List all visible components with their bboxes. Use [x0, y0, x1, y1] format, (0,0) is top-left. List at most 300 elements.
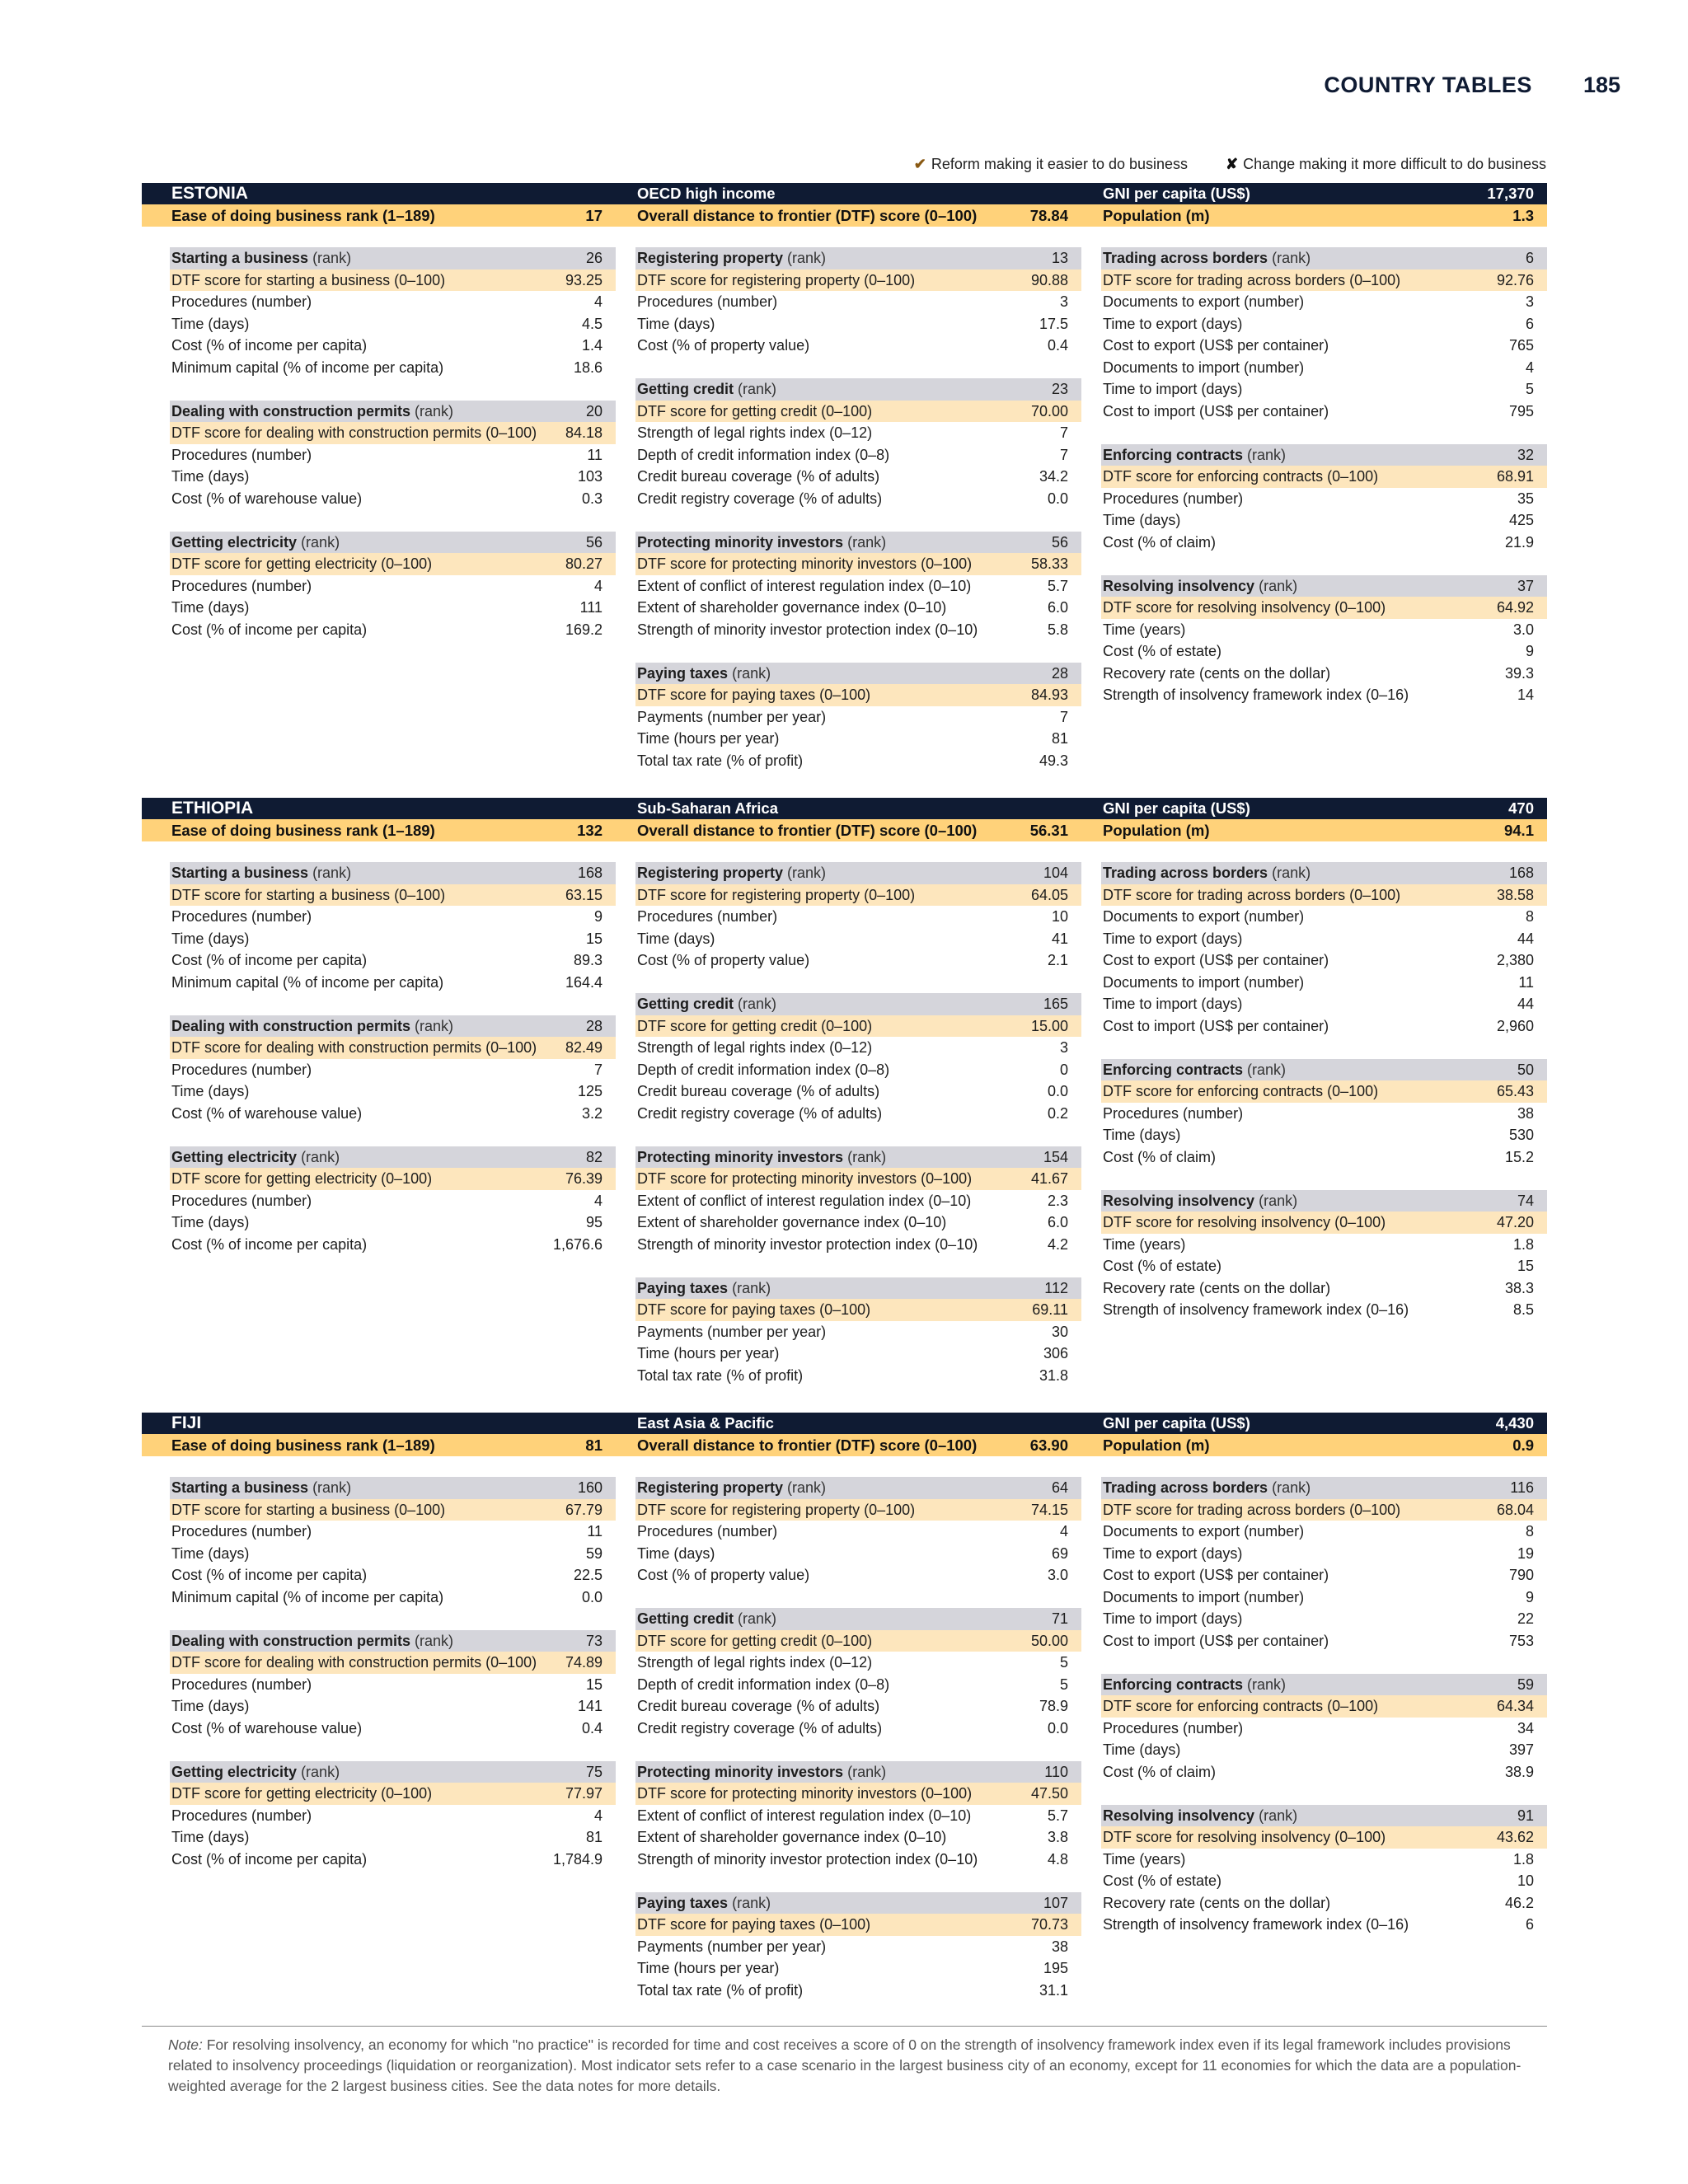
data-row: [171, 1805, 603, 1827]
dtf-score-label: DTF score for trading across borders (0–100): [1103, 886, 1401, 903]
row-value: 49.3: [1039, 752, 1068, 769]
data-row: [171, 597, 603, 619]
row-value: 2,960: [1496, 1017, 1534, 1034]
dtf-score-row: [635, 1168, 1081, 1190]
row-value: 4: [593, 293, 603, 310]
indicator-rank: 154: [1043, 1148, 1068, 1165]
dtf-score-label: DTF score for enforcing contracts (0–100): [1103, 1698, 1379, 1714]
data-row: [1103, 509, 1534, 532]
row-value: 6: [1525, 1916, 1534, 1933]
data-row: [637, 1059, 1068, 1081]
ease-rank-label: Ease of doing business rank (1–189): [171, 821, 435, 839]
overall-dtf-cell: [616, 1434, 1081, 1456]
row-value: 9: [593, 908, 603, 925]
indicator-group: [1103, 1059, 1534, 1169]
dtf-score-label: DTF score for enforcing contracts (0–100): [1103, 468, 1379, 485]
data-row: [637, 1936, 1068, 1958]
row-value: 4: [593, 1192, 603, 1209]
dtf-score-value: 58.33: [1030, 555, 1068, 572]
data-row: [637, 1849, 1068, 1871]
region-name: East Asia & Pacific: [637, 1414, 774, 1432]
row-value: 306: [1043, 1345, 1068, 1361]
row-value: 81: [585, 1829, 603, 1845]
row-label: Recovery rate (cents on the dollar): [1103, 1894, 1331, 1911]
data-row: [1103, 1255, 1534, 1277]
indicator-unit: (rank): [1247, 1675, 1287, 1693]
row-value: 141: [577, 1698, 603, 1714]
row-label: Payments (number per year): [637, 1323, 827, 1340]
indicator-head-row: [1101, 1059, 1547, 1081]
data-row: [1103, 684, 1534, 706]
dtf-score-row: [635, 1299, 1081, 1321]
row-label: Recovery rate (cents on the dollar): [1103, 1279, 1331, 1296]
indicator-title: [171, 532, 340, 554]
population-label: Population (m): [1103, 821, 1210, 839]
row-value: 6: [1525, 315, 1534, 332]
section-title: COUNTRY TABLES: [1324, 73, 1532, 97]
indicator-head-row: [635, 378, 1081, 401]
row-value: 4: [593, 577, 603, 594]
indicator-group: [637, 378, 1068, 509]
row-value: 5.7: [1047, 1807, 1068, 1824]
row-label: Time (hours per year): [637, 730, 780, 747]
row-label: Strength of insolvency framework index (0–16): [1103, 1301, 1409, 1318]
indicator-unit: (rank): [732, 1894, 771, 1911]
indicator-name: Paying taxes: [637, 664, 729, 682]
row-label: Extent of conflict of interest regulation index (0–10): [637, 1807, 972, 1824]
dtf-score-row: [1101, 1499, 1547, 1521]
indicator-group: [1103, 1805, 1534, 1936]
dtf-score-value: 69.11: [1032, 1301, 1068, 1318]
dtf-score-value: 82.49: [565, 1039, 603, 1056]
dtf-score-value: 68.91: [1496, 468, 1534, 485]
data-row: [1103, 401, 1534, 423]
dtf-score-value: 80.27: [565, 555, 603, 572]
row-value: 11: [587, 446, 603, 463]
dtf-score-value: 50.00: [1030, 1632, 1068, 1649]
row-value: 59: [585, 1544, 603, 1562]
row-value: 15.2: [1504, 1148, 1534, 1165]
indicator-group: [637, 247, 1068, 357]
indicator-name: Registering property: [637, 1479, 784, 1496]
indicator-group: [637, 1277, 1068, 1387]
indicator-unit: (rank): [1272, 250, 1311, 266]
row-label: Cost (% of warehouse value): [171, 1104, 363, 1122]
indicator-unit: (rank): [787, 250, 827, 266]
indicator-name: Registering property: [637, 250, 784, 266]
indicator-unit: (rank): [1247, 446, 1287, 463]
dtf-score-row: [635, 269, 1081, 292]
country-name-cell: [142, 798, 616, 819]
data-row: [171, 619, 603, 641]
row-value: 9: [1525, 643, 1534, 659]
row-label: Cost (% of income per capita): [171, 1235, 368, 1253]
indicator-rank: 13: [1051, 250, 1068, 266]
data-row: [1103, 619, 1534, 641]
dtf-score-row: [1101, 1080, 1547, 1103]
row-value: 34.2: [1039, 468, 1068, 485]
indicator-head-row: [635, 1761, 1081, 1783]
data-row: [637, 466, 1068, 488]
indicator-rank: 116: [1510, 1479, 1534, 1496]
row-value: 530: [1508, 1127, 1534, 1143]
indicator-unit: (rank): [312, 1479, 352, 1496]
row-label: Procedures (number): [171, 1192, 312, 1209]
row-label: Procedures (number): [637, 1523, 778, 1540]
row-label: Payments (number per year): [637, 1938, 827, 1955]
indicator-unit: (rank): [415, 1632, 454, 1649]
row-value: 11: [587, 1523, 603, 1540]
data-row: [637, 1234, 1068, 1256]
row-label: Strength of legal rights index (0–12): [637, 424, 873, 441]
indicator-title: [1103, 1190, 1297, 1212]
country-block: [142, 1413, 1547, 2023]
country-summary: [142, 1434, 1547, 1456]
country-block: [142, 798, 1547, 1408]
row-label: Extent of shareholder governance index (0–10): [637, 599, 947, 616]
population-value: 1.3: [1512, 206, 1534, 224]
row-value: 3.8: [1047, 1829, 1068, 1845]
data-row: [171, 1190, 603, 1212]
indicator-unit: (rank): [787, 865, 827, 881]
row-value: 765: [1508, 337, 1534, 354]
data-row: [1103, 1234, 1534, 1256]
data-row: [1103, 1015, 1534, 1038]
data-row: [637, 949, 1068, 972]
indicator-head-row: [635, 1608, 1081, 1630]
footnote: [168, 2035, 1545, 2097]
row-value: 790: [1508, 1567, 1534, 1583]
gni-value: 470: [1508, 799, 1534, 817]
data-row: [637, 1718, 1068, 1740]
dtf-score-value: 90.88: [1030, 271, 1068, 288]
data-row: [637, 928, 1068, 950]
row-label: Cost (% of warehouse value): [171, 490, 363, 507]
dtf-score-label: DTF score for registering property (0–100): [637, 271, 916, 288]
data-row: [171, 1849, 603, 1871]
row-label: Time (days): [1103, 512, 1181, 528]
indicator-head-row: [170, 1146, 616, 1169]
row-value: 38.3: [1504, 1279, 1534, 1296]
row-value: 2.1: [1047, 952, 1068, 968]
row-value: 2,380: [1496, 952, 1534, 968]
row-label: Cost (% of income per capita): [171, 621, 368, 638]
row-label: Strength of legal rights index (0–12): [637, 1654, 873, 1671]
row-value: 44: [1517, 996, 1534, 1012]
dtf-score-row: [635, 553, 1081, 575]
row-label: Procedures (number): [171, 1807, 312, 1824]
row-label: Credit bureau coverage (% of adults): [637, 1083, 880, 1099]
legend-change-label: Change making it more difficult to do business: [1243, 156, 1546, 172]
dtf-score-row: [1101, 1826, 1547, 1849]
indicator-rank: 168: [1508, 865, 1534, 881]
dtf-score-value: 64.92: [1496, 599, 1534, 616]
dtf-score-value: 70.00: [1030, 402, 1068, 419]
indicator-rank: 165: [1043, 996, 1068, 1012]
indicator-name: Getting credit: [637, 1610, 734, 1627]
data-row: [637, 706, 1068, 729]
indicator-group: [171, 247, 603, 378]
indicator-name: Paying taxes: [637, 1894, 729, 1911]
note-divider: [142, 2026, 1547, 2027]
data-row: [171, 1080, 603, 1103]
indicator-title: [1103, 575, 1297, 598]
note-text: For resolving insolvency, an economy for which "no practice" is recorded for time and cost receives a score of 0 on the strength of insolvency framework index even if its legal framework includes provisions related to insolvency proceedings (liquidation or reorganization). Most indicator sets refer to a case scenario in the largest business city of an economy, except for 11 economies for which the data are a population-weighted average for the 2 largest business cities. See the data notes for more details.: [168, 2036, 1522, 2094]
row-label: Time to import (days): [1103, 1610, 1243, 1627]
dtf-score-value: 47.20: [1496, 1214, 1534, 1230]
row-value: 31.8: [1039, 1366, 1068, 1384]
indicator-head-row: [170, 401, 616, 423]
indicator-group: [637, 532, 1068, 641]
indicator-rank: 28: [1051, 664, 1068, 682]
row-value: 6.0: [1047, 599, 1068, 616]
row-label: Documents to import (number): [1103, 973, 1305, 991]
indicator-unit: (rank): [1247, 1061, 1287, 1078]
indicator-unit: (rank): [312, 250, 352, 266]
country-name: FIJI: [171, 1413, 202, 1432]
data-row: [1103, 313, 1534, 335]
indicator-unit: (rank): [1272, 865, 1311, 881]
indicator-name: Getting credit: [637, 381, 734, 397]
dtf-score-row: [635, 1015, 1081, 1038]
row-label: Payments (number per year): [637, 708, 827, 725]
data-row: [171, 1234, 603, 1256]
row-value: 125: [577, 1083, 603, 1099]
dtf-score-row: [635, 1914, 1081, 1936]
row-label: Procedures (number): [1103, 1719, 1244, 1736]
dtf-score-row: [170, 1783, 616, 1805]
row-label: Total tax rate (% of profit): [637, 752, 804, 769]
row-label: Time (years): [1103, 1235, 1186, 1253]
data-row: [1103, 1586, 1534, 1609]
indicator-name: Dealing with construction permits: [171, 402, 411, 419]
indicator-name: Starting a business: [171, 1479, 309, 1496]
indicator-column: [616, 1477, 1081, 2023]
dtf-score-label: DTF score for dealing with construction permits (0–100): [171, 1654, 537, 1671]
row-label: Minimum capital (% of income per capita): [171, 973, 444, 991]
dtf-score-label: DTF score for getting electricity (0–100): [171, 1785, 433, 1802]
indicator-group: [171, 1761, 603, 1871]
data-row: [637, 1365, 1068, 1387]
data-row: [637, 1695, 1068, 1718]
dtf-score-value: 64.05: [1030, 886, 1068, 903]
indicator-unit: (rank): [847, 1148, 887, 1165]
row-value: 15: [585, 1675, 603, 1693]
page-header: [1324, 73, 1620, 98]
data-row: [171, 335, 603, 357]
row-label: Cost (% of estate): [1103, 1872, 1222, 1889]
dtf-score-label: DTF score for resolving insolvency (0–100): [1103, 1829, 1386, 1845]
indicator-name: Enforcing contracts: [1103, 1061, 1244, 1078]
dtf-score-row: [170, 422, 616, 444]
dtf-score-label: DTF score for getting electricity (0–100): [171, 1170, 433, 1187]
row-label: Recovery rate (cents on the dollar): [1103, 664, 1331, 682]
indicator-unit: (rank): [732, 664, 771, 682]
row-value: 17.5: [1039, 315, 1068, 332]
indicator-name: Getting credit: [637, 996, 734, 1012]
indicator-title: [637, 663, 771, 685]
indicator-rank: 107: [1043, 1894, 1068, 1911]
data-row: [637, 291, 1068, 313]
row-label: Time to export (days): [1103, 1544, 1243, 1562]
row-label: Time (hours per year): [637, 1345, 780, 1361]
country-name: ESTONIA: [171, 184, 248, 203]
indicator-name: Protecting minority investors: [637, 533, 844, 551]
data-row: [637, 444, 1068, 466]
dtf-score-label: DTF score for protecting minority investors (0–100): [637, 1785, 973, 1802]
dtf-score-row: [170, 884, 616, 907]
indicator-title: [1103, 247, 1311, 269]
dtf-score-value: 70.73: [1030, 1916, 1068, 1933]
indicator-title: [637, 862, 826, 884]
indicator-name: Trading across borders: [1103, 250, 1268, 266]
row-label: Documents to import (number): [1103, 1588, 1305, 1605]
gni-label: GNI per capita (US$): [1103, 799, 1250, 817]
row-label: Time (hours per year): [637, 1960, 780, 1976]
indicator-column: [1081, 862, 1547, 1408]
data-row: [171, 1521, 603, 1543]
row-label: Time (days): [171, 468, 250, 485]
data-row: [1103, 378, 1534, 401]
indicator-head-row: [170, 1477, 616, 1499]
indicator-group: [171, 1015, 603, 1125]
indicator-unit: (rank): [787, 1479, 827, 1496]
row-value: 34: [1517, 1719, 1534, 1736]
row-value: 0.0: [581, 1588, 603, 1605]
row-value: 0.0: [1047, 490, 1068, 507]
indicator-group: [1103, 247, 1534, 422]
indicator-name: Enforcing contracts: [1103, 446, 1244, 463]
row-value: 81: [1051, 730, 1068, 747]
row-label: Time (days): [1103, 1741, 1181, 1758]
row-label: Time to import (days): [1103, 381, 1243, 397]
row-label: Cost (% of claim): [1103, 1148, 1217, 1165]
row-value: 753: [1508, 1632, 1534, 1649]
indicator-rank: 56: [585, 533, 603, 551]
dtf-score-row: [170, 269, 616, 292]
indicator-title: [1103, 1477, 1311, 1499]
row-label: Procedures (number): [171, 293, 312, 310]
indicator-rank: 6: [1525, 250, 1534, 266]
data-row: [171, 466, 603, 488]
row-label: Minimum capital (% of income per capita): [171, 359, 444, 376]
row-label: Strength of insolvency framework index (0–16): [1103, 687, 1409, 703]
row-label: Credit registry coverage (% of adults): [637, 490, 883, 507]
note-label: Note:: [168, 2036, 203, 2053]
data-row: [637, 728, 1068, 750]
row-label: Total tax rate (% of profit): [637, 1981, 804, 1999]
dtf-score-label: DTF score for dealing with construction permits (0–100): [171, 424, 537, 441]
row-value: 69: [1051, 1544, 1068, 1562]
indicator-name: Dealing with construction permits: [171, 1632, 411, 1649]
gni-label: GNI per capita (US$): [1103, 1414, 1250, 1432]
row-value: 4: [1059, 1523, 1068, 1540]
indicator-group: [1103, 444, 1534, 554]
row-value: 15: [585, 930, 603, 947]
indicator-rank: 28: [585, 1017, 603, 1034]
data-row: [637, 488, 1068, 510]
indicator-title: [637, 378, 776, 401]
row-value: 10: [1051, 908, 1068, 925]
dtf-score-value: 77.97: [565, 1785, 603, 1802]
dtf-score-row: [635, 1783, 1081, 1805]
row-label: Time (years): [1103, 621, 1186, 638]
row-value: 44: [1517, 930, 1534, 947]
data-row: [1103, 993, 1534, 1015]
page-number: 185: [1582, 73, 1620, 97]
row-value: 7: [1059, 446, 1068, 463]
data-row: [1103, 1739, 1534, 1761]
data-row: [171, 1718, 603, 1740]
gni-value: 4,430: [1495, 1414, 1534, 1432]
data-row: [171, 1826, 603, 1849]
row-label: Cost to import (US$ per container): [1103, 402, 1329, 419]
dtf-score-label: DTF score for getting electricity (0–100): [171, 555, 433, 572]
row-value: 7: [1059, 424, 1068, 441]
indicator-name: Trading across borders: [1103, 1479, 1268, 1496]
row-value: 8.5: [1512, 1301, 1534, 1318]
overall-dtf-label: Overall distance to frontier (DTF) score (0–100): [637, 1436, 978, 1454]
indicator-title: [637, 247, 826, 269]
data-row: [1103, 1146, 1534, 1169]
row-value: 0: [1059, 1061, 1068, 1078]
indicator-name: Resolving insolvency: [1103, 1807, 1255, 1824]
indicator-head-row: [170, 1015, 616, 1038]
indicator-title: [637, 1761, 886, 1783]
row-value: 7: [593, 1061, 603, 1078]
data-row: [1103, 1761, 1534, 1783]
dtf-score-label: DTF score for paying taxes (0–100): [637, 687, 871, 703]
dtf-score-row: [635, 884, 1081, 907]
row-value: 3: [1059, 1039, 1068, 1056]
indicator-column: [1081, 247, 1547, 794]
indicator-name: Dealing with construction permits: [171, 1017, 411, 1034]
row-value: 35: [1517, 490, 1534, 507]
indicator-rank: 74: [1517, 1192, 1534, 1209]
dtf-score-row: [1101, 597, 1547, 619]
indicator-title: [637, 993, 776, 1015]
indicator-name: Enforcing contracts: [1103, 1675, 1244, 1693]
data-row: [1103, 1849, 1534, 1871]
overall-dtf-value: 56.31: [1029, 821, 1068, 839]
region-cell: [616, 1413, 1081, 1434]
dtf-score-row: [635, 684, 1081, 706]
row-value: 3.2: [581, 1104, 603, 1122]
indicator-head-row: [1101, 862, 1547, 884]
row-value: 18.6: [573, 359, 603, 376]
data-row: [637, 1037, 1068, 1059]
legend-reform-label: Reform making it easier to do business: [931, 156, 1189, 172]
region-name: Sub-Saharan Africa: [637, 799, 778, 817]
data-row: [1103, 488, 1534, 510]
row-label: Cost (% of property value): [637, 337, 810, 354]
indicator-unit: (rank): [1259, 1192, 1298, 1209]
row-label: Extent of conflict of interest regulation index (0–10): [637, 1192, 972, 1209]
legend: [914, 156, 1546, 173]
row-label: Time (days): [1103, 1127, 1181, 1143]
indicator-group: [637, 1892, 1068, 2002]
overall-dtf-cell: [616, 819, 1081, 841]
indicator-head-row: [635, 1146, 1081, 1169]
row-value: 3.0: [1512, 621, 1534, 638]
indicator-rank: 82: [585, 1148, 603, 1165]
dtf-score-label: DTF score for trading across borders (0–100): [1103, 1501, 1401, 1518]
indicator-unit: (rank): [738, 1610, 777, 1627]
row-label: Strength of minority investor protection index (0–10): [637, 621, 978, 638]
indicator-group: [171, 1146, 603, 1256]
indicator-rank: 110: [1044, 1763, 1068, 1780]
indicator-rank: 26: [585, 250, 603, 266]
